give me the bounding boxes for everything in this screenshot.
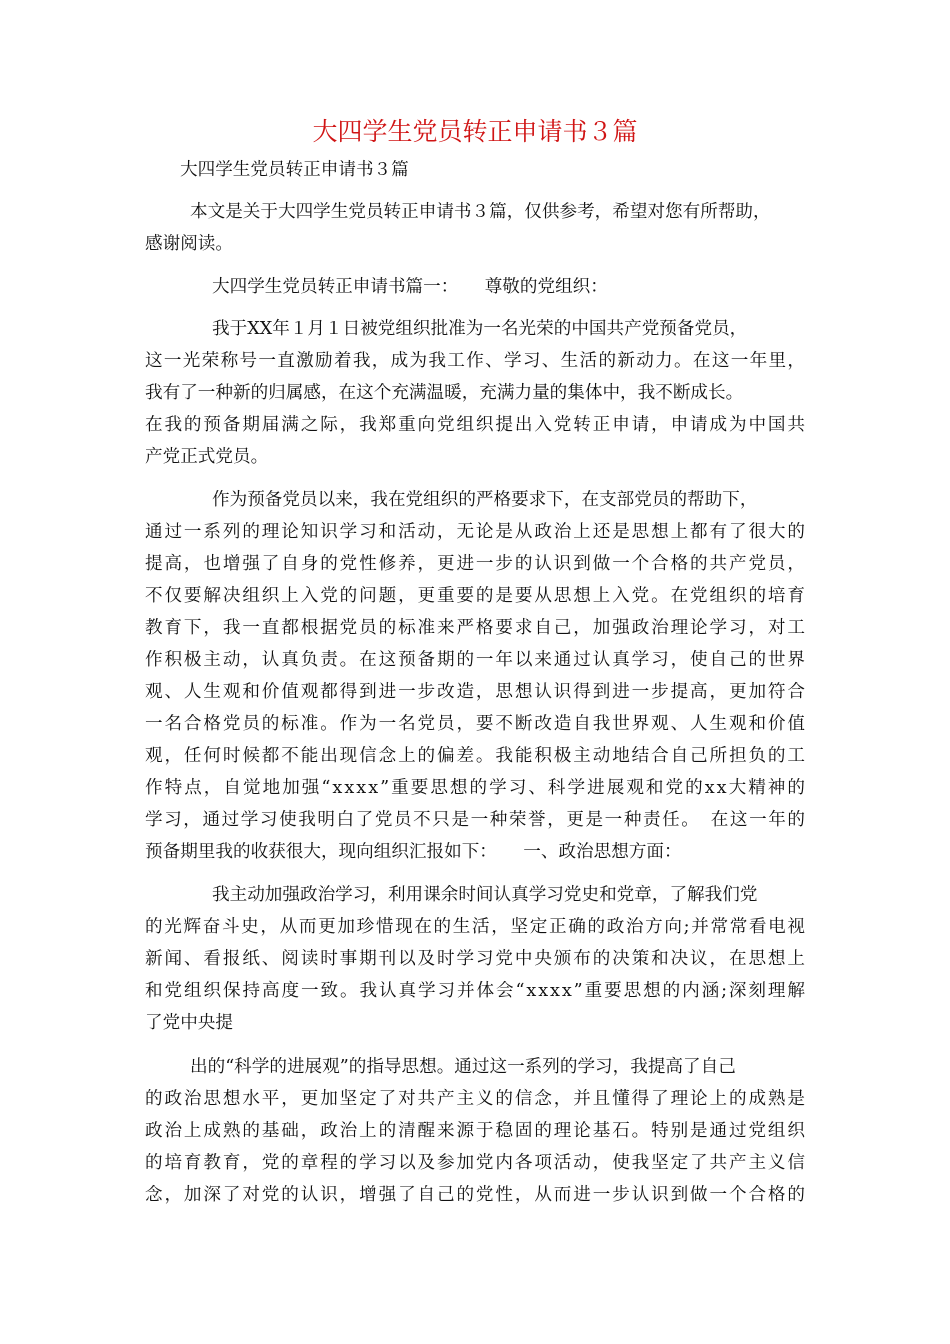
text-line: 一名合格党员的标准。作为一名党员，要不断改造自我世界观、人生观和价值 (145, 714, 807, 734)
text-line: 政治上成熟的基础，政治上的清醒来源于稳固的理论基石。特别是通过党组织 (145, 1121, 807, 1141)
text-line: 本文是关于大四学生党员转正申请书３篇，仅供参考，希望对您有所帮助， (190, 202, 771, 222)
text-line: 我有了一种新的归属感，在这个充满温暖，充满力量的集体中，我不断成长。 (145, 383, 744, 403)
text-line: 通过一系列的理论知识学习和活动，无论是从政治上还是思想上都有了很大的 (145, 522, 807, 542)
text-line: 提高，也增强了自身的党性修养，更进一步的认识到做一个合格的共产党员， (145, 554, 807, 574)
text-line: 新闻、看报纸、阅读时事期刊以及时学习党中央颁布的决策和决议，在思想上 (145, 949, 807, 969)
text-line: 教育下，我一直都根据党员的标准来严格要求自己，加强政治理论学习，对工 (145, 618, 807, 638)
text-line: 和党组织保持高度一致。我认真学习并体会“xxxx”重要思想的内涵;深刻理解 (145, 981, 807, 1001)
text-line: 念，加深了对党的认识，增强了自己的党性，从而进一步认识到做一个合格的 (145, 1185, 807, 1205)
text-line: 不仅要解决组织上入党的问题，更重要的是要从思想上入党。在党组织的培育 (145, 586, 807, 606)
text-line: 在我的预备期届满之际，我郑重向党组织提出入党转正申请，申请成为中国共 (145, 415, 807, 435)
text-line: 了党中央提 (145, 1013, 233, 1033)
text-line: 我主动加强政治学习，利用课余时间认真学习党史和党章，了解我们党 (212, 885, 758, 905)
text-line: 大四学生党员转正申请书３篇 (180, 160, 409, 180)
text-line: 观、人生观和价值观都得到进一步改造，思想认识得到进一步提高，更加符合 (145, 682, 807, 702)
text-line: 感谢阅读。 (145, 234, 233, 254)
text-line: 观，任何时候都不能出现信念上的偏差。我能积极主动地结合自己所担负的工 (145, 746, 807, 766)
text-line: 的培育教育，党的章程的学习以及参加党内各项活动，使我坚定了共产主义信 (145, 1153, 807, 1173)
text-line: 出的“科学的进展观”的指导思想。通过这一系列的学习，我提高了自己 (190, 1057, 736, 1077)
text-line: 产党正式党员。 (145, 447, 269, 467)
text-line: 作积极主动，认真负责。在这预备期的一年以来通过认真学习，使自己的世界 (145, 650, 807, 670)
text-line: 作为预备党员以来，我在党组织的严格要求下，在支部党员的帮助下， (212, 490, 758, 510)
text-line: 作特点，自觉地加强“xxxx”重要思想的学习、科学进展观和党的xx大精神的 (145, 778, 808, 798)
text-line: 大四学生党员转正申请书篇一： 尊敬的党组织： (212, 277, 608, 297)
text-line: 我于XX年１月１日被党组织批准为一名光荣的中国共产党预备党员， (212, 319, 748, 339)
text-line: 的政治思想水平，更加坚定了对共产主义的信念，并且懂得了理论上的成熟是 (145, 1089, 807, 1109)
text-line: 学习，通过学习使我明白了党员不只是一种荣誉，更是一种责任。 在这一年的 (145, 810, 807, 830)
text-line: 预备期里我的收获很大，现向组织汇报如下： 一、政治思想方面： (145, 842, 682, 862)
text-line: 这一光荣称号一直激励着我，成为我工作、学习、生活的新动力。在这一年里， (145, 351, 807, 371)
document-title: 大四学生党员转正申请书３篇 (312, 117, 638, 146)
text-line: 的光辉奋斗史，从而更加珍惜现在的生活，坚定正确的政治方向;并常常看电视 (145, 917, 807, 937)
